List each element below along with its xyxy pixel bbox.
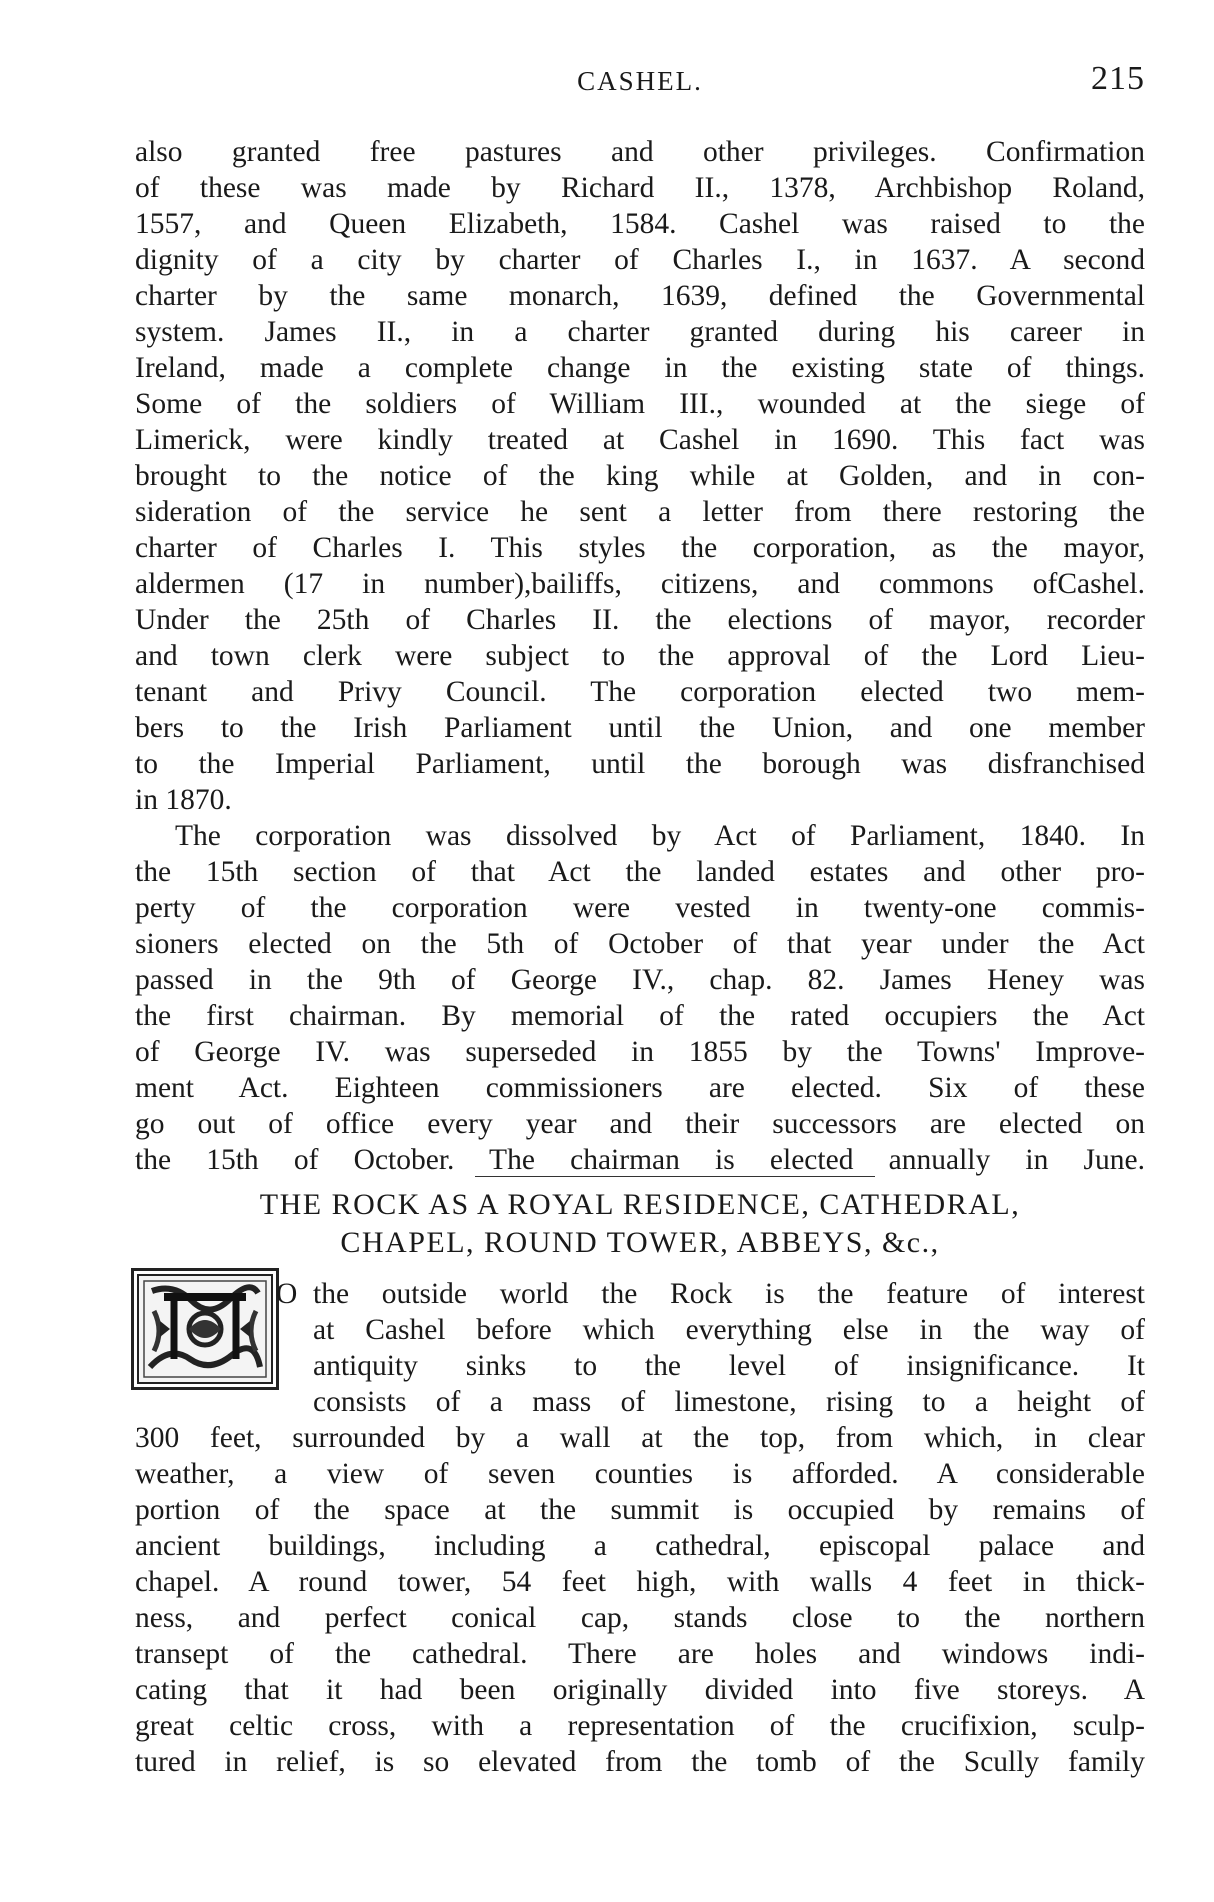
running-head: CASHEL. [577,66,703,96]
paragraph-1-line: dignity of a city by charter of Charles I., in 1637. A second [135,244,1145,276]
paragraph-1-line: sideration of the service he sent a letter from there restoring the [135,496,1145,528]
ornamental-drop-cap-icon [131,1268,279,1390]
paragraph-3-line: 300 feet, surrounded by a wall at the top, from which, in clear [135,1422,1145,1454]
paragraph-1-line: system. James II., in a charter granted during his career in [135,316,1145,348]
paragraph-2-line: the 15th section of that Act the landed estates and other pro- [135,856,1145,888]
paragraph-1-line: Under the 25th of Charles II. the elections of mayor, recorder [135,604,1145,636]
paragraph-1-line: and town clerk were subject to the approval of the Lord Lieu- [135,640,1145,672]
paragraph-1-line: in 1870. [135,784,232,816]
paragraph-2-line: of George IV. was superseded in 1855 by the Towns' Improve- [135,1036,1145,1068]
drop-cap-ornament-icon [134,1271,276,1387]
drop-cap-letter: O [276,1278,298,1310]
paragraph-1-line: charter of Charles I. This styles the corporation, as the mayor, [135,532,1145,564]
paragraph-1-line: tenant and Privy Council. The corporation elected two mem- [135,676,1145,708]
paragraph-3-line: weather, a view of seven counties is afforded. A considerable [135,1458,1145,1490]
paragraph-2-line: passed in the 9th of George IV., chap. 82. James Heney was [135,964,1145,996]
paragraph-3-line: antiquity sinks to the level of insignificance. It [313,1350,1145,1382]
paragraph-1-line: of these was made by Richard II., 1378, Archbishop Roland, [135,172,1145,204]
paragraph-2-line: the 15th of October. The chairman is elected annually in June. [135,1144,1145,1176]
paragraph-3-line: tured in relief, is so elevated from the tomb of the Scully family [135,1746,1145,1778]
paragraph-2-line: ment Act. Eighteen commissioners are elected. Six of these [135,1072,1145,1104]
section-divider [475,1176,875,1177]
paragraph-2-line: The corporation was dissolved by Act of Parliament, 1840. In [175,820,1145,852]
paragraph-3-line: ancient buildings, including a cathedral, episcopal palace and [135,1530,1145,1562]
page-number: 215 [1091,60,1145,97]
paragraph-3-line: transept of the cathedral. There are holes and windows indi- [135,1638,1145,1670]
paragraph-3-line: ness, and perfect conical cap, stands close to the northern [135,1602,1145,1634]
paragraph-1-line: Some of the soldiers of William III., wounded at the siege of [135,388,1145,420]
paragraph-3-line: at Cashel before which everything else in the way of [313,1314,1145,1346]
paragraph-1-line: Ireland, made a complete change in the existing state of things. [135,352,1145,384]
paragraph-1-line: charter by the same monarch, 1639, defined the Governmental [135,280,1145,312]
page-header [135,60,1145,100]
paragraph-3-line: chapel. A round tower, 54 feet high, with walls 4 feet in thick- [135,1566,1145,1598]
paragraph-2-line: sioners elected on the 5th of October of that year under the Act [135,928,1145,960]
paragraph-3-line: the outside world the Rock is the feature of interest [313,1278,1145,1310]
paragraph-1-line: bers to the Irish Parliament until the Union, and one member [135,712,1145,744]
section-heading-line-2: CHAPEL, ROUND TOWER, ABBEYS, &c., [340,1226,940,1259]
paragraph-3-line: cating that it had been originally divided into five storeys. A [135,1674,1145,1706]
paragraph-2-line: go out of office every year and their successors are elected on [135,1108,1145,1140]
paragraph-3-line: great celtic cross, with a representation of the crucifixion, sculp- [135,1710,1145,1742]
paragraph-1-line: also granted free pastures and other privileges. Confirmation [135,136,1145,168]
paragraph-2-line: perty of the corporation were vested in twenty-one commis- [135,892,1145,924]
paragraph-1-line: aldermen (17 in number),bailiffs, citizens, and commons ofCashel. [135,568,1145,600]
paragraph-3-line: portion of the space at the summit is occupied by remains of [135,1494,1145,1526]
paragraph-2-line: the first chairman. By memorial of the rated occupiers the Act [135,1000,1145,1032]
paragraph-1-line: to the Imperial Parliament, until the borough was disfranchised [135,748,1145,780]
paragraph-1-line: Limerick, were kindly treated at Cashel in 1690. This fact was [135,424,1145,456]
paragraph-1-line: 1557, and Queen Elizabeth, 1584. Cashel was raised to the [135,208,1145,240]
section-heading-line-1: THE ROCK AS A ROYAL RESIDENCE, CATHEDRAL, [259,1188,1021,1221]
paragraph-3-line: consists of a mass of limestone, rising to a height of [313,1386,1145,1418]
paragraph-1-line: brought to the notice of the king while at Golden, and in con- [135,460,1145,492]
